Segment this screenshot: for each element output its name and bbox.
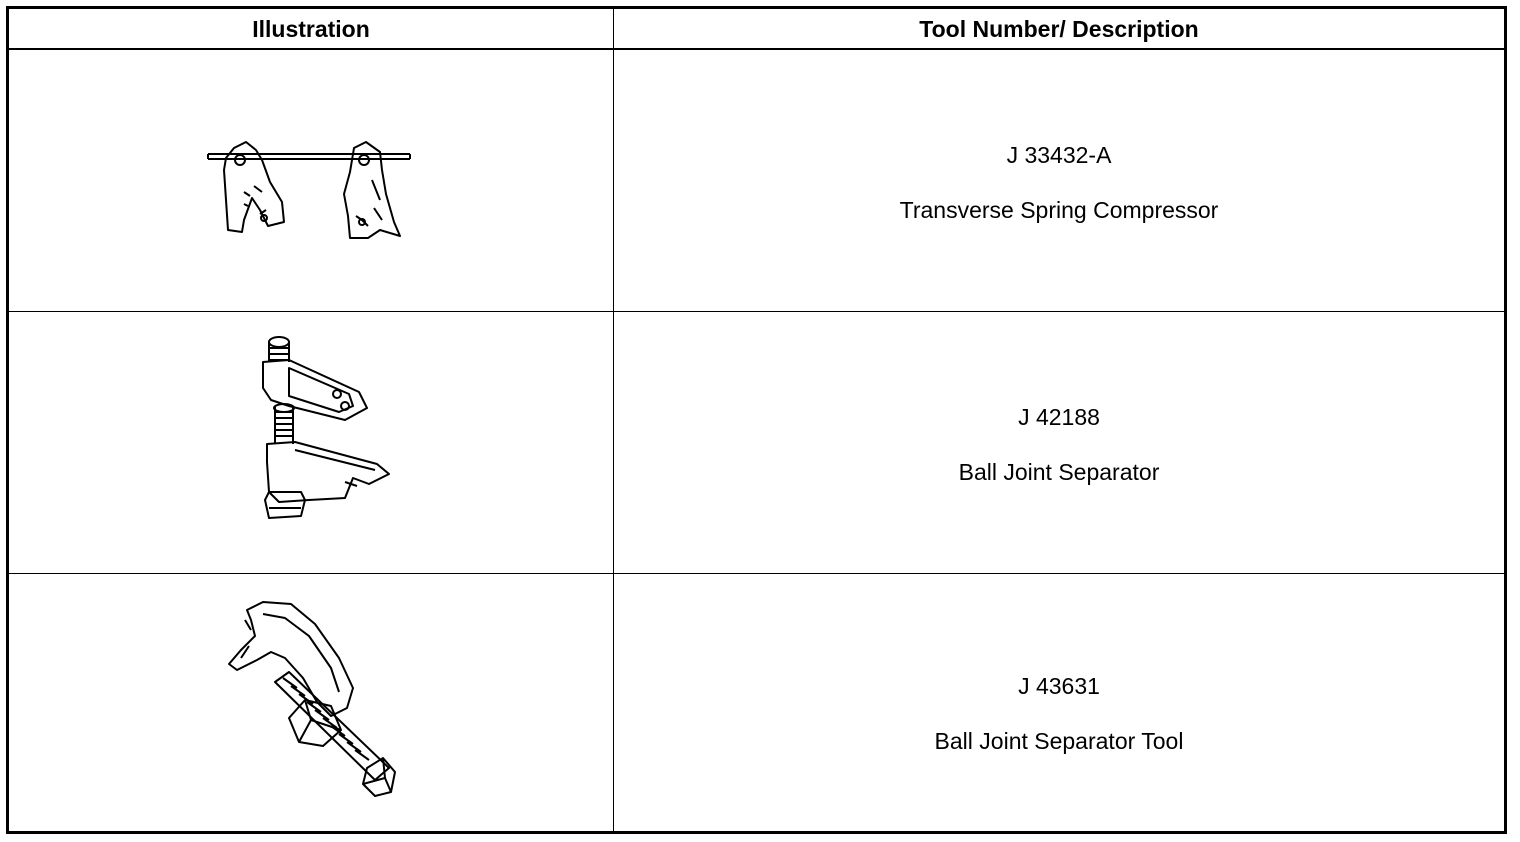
header-tool-number-description: Tool Number/ Description xyxy=(919,16,1199,42)
ball-joint-separator-icon xyxy=(249,332,394,532)
illustration-cell xyxy=(9,312,613,573)
table-row xyxy=(9,312,1504,574)
table-header-row xyxy=(9,9,1504,50)
description-cell xyxy=(614,312,1504,573)
tool-number: J 33432-A xyxy=(1006,142,1112,168)
ball-joint-separator-tool-icon xyxy=(219,596,404,801)
tool-description: Ball Joint Separator Tool xyxy=(934,728,1184,754)
illustration-cell xyxy=(9,574,613,831)
description-cell xyxy=(614,50,1504,311)
tool-table xyxy=(6,6,1507,834)
illustration-cell xyxy=(9,50,613,311)
header-illustration: Illustration xyxy=(252,16,370,42)
spring-compressor-icon xyxy=(204,130,419,242)
tool-description: Transverse Spring Compressor xyxy=(899,197,1219,223)
tool-number: J 42188 xyxy=(1018,404,1100,430)
tool-number: J 43631 xyxy=(1018,673,1100,699)
description-cell xyxy=(614,574,1504,831)
table-row xyxy=(9,574,1504,831)
table-row xyxy=(9,50,1504,312)
tool-description: Ball Joint Separator xyxy=(958,459,1160,485)
